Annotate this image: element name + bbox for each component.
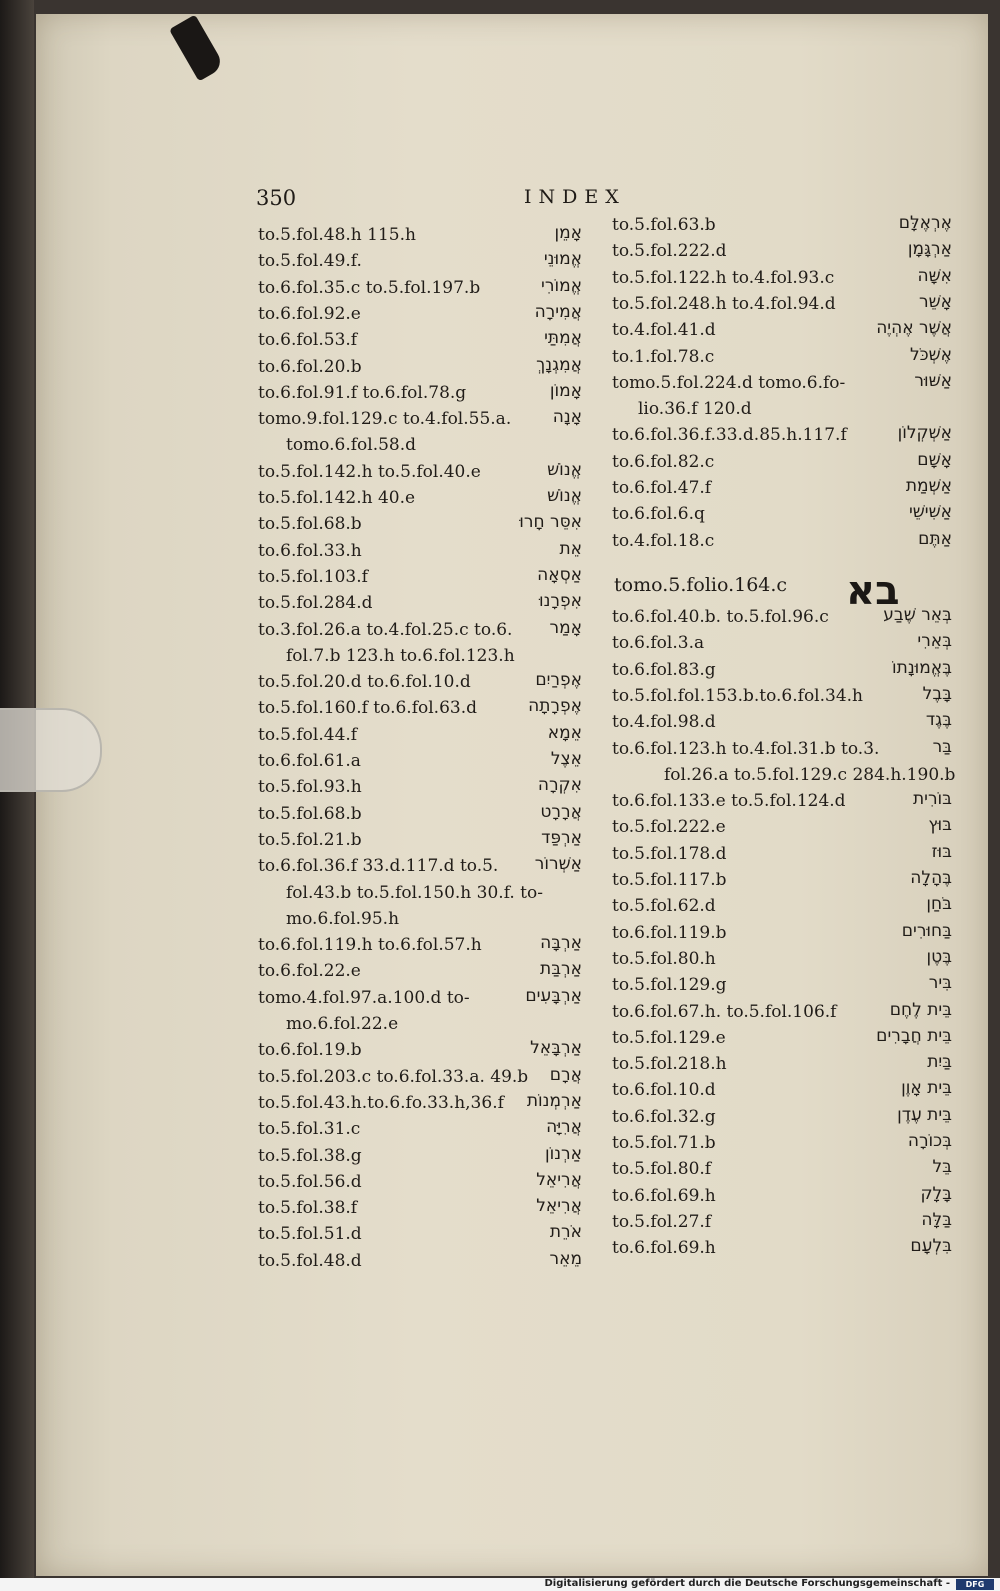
index-entry [612, 1104, 957, 1130]
section-reference: tomo.5.folio.164.c [614, 574, 788, 596]
folio-reference: to.1.fol.78.c [612, 346, 715, 367]
index-entry [258, 1090, 588, 1116]
hebrew-term: אַרְבָּה [540, 933, 582, 954]
book-spine [0, 0, 34, 1591]
index-entry [258, 275, 588, 301]
folio-reference: to.6.fol.36.f 33.d.117.d to.5. [258, 856, 499, 877]
folio-reference: to.5.fol.48.h 115.h [258, 225, 416, 245]
folio-reference: to.4.fol.98.d [612, 712, 716, 733]
folio-reference: to.6.fol.36.f.33.d.85.h.117.f [612, 425, 847, 446]
hebrew-term: אַשְׁרוֹר [534, 854, 582, 875]
hebrew-term: אֲמִתַּי [544, 328, 582, 349]
hebrew-term: בּוּז [931, 841, 952, 862]
index-entry [612, 1025, 957, 1051]
hebrew-term: בְּכוֹרָה [907, 1131, 952, 1151]
index-entry [258, 380, 588, 406]
index-entry [612, 814, 957, 840]
hebrew-term: אַרְגָּמָן [907, 239, 952, 260]
hebrew-term: אֲרָם [549, 1064, 582, 1085]
folio-reference: tomo.5.fol.224.d tomo.6.fo- [612, 372, 846, 393]
folio-reference: to.5.fol.103.f [258, 566, 368, 587]
hebrew-term: בִּלְעָם [910, 1236, 952, 1257]
index-entry [612, 972, 957, 998]
folio-reference: to.5.fol.62.d [612, 896, 716, 917]
hebrew-term: בָּלָק [920, 1183, 952, 1204]
folio-reference: to.6.fol.35.c to.5.fol.197.b [258, 277, 481, 298]
hebrew-term: אִסֵּר חָרוּ [519, 512, 582, 533]
index-entry [612, 683, 957, 709]
folio-reference: to.5.fol.218.h [612, 1054, 727, 1075]
hebrew-term: בְּאֵרִי [917, 631, 952, 652]
folio-reference: to.6.fol.40.b. to.5.fol.96.c [612, 607, 829, 627]
hebrew-term: אַשּׁוּר [914, 370, 952, 391]
index-entry [612, 238, 957, 264]
folio-reference: to.5.fol.44.f [258, 724, 358, 745]
reference-continuation: fol.43.b to.5.fol.150.h 30.f. to- [286, 882, 543, 903]
folio-reference: to.5.fol.49.f. [258, 251, 362, 272]
folio-reference: to.5.fol.56.d [258, 1171, 362, 1192]
hebrew-term: בֶּאֱמוּנָתוֹ [892, 657, 952, 678]
folio-reference: to.6.fol.6.q [612, 504, 705, 525]
index-entry [258, 485, 588, 511]
hebrew-term: אֶשְׁכֹּל [909, 344, 952, 365]
folio-reference: to.6.fol.47.f [612, 478, 712, 498]
reference-continuation: fol.26.a to.5.fol.129.c 284.h.190.b [664, 764, 956, 785]
index-entry [258, 1064, 588, 1090]
index-entry [258, 669, 588, 695]
index-entry [258, 617, 588, 643]
reference-continuation: lio.36.f 120.d [638, 399, 752, 420]
index-entry [258, 511, 588, 537]
folio-reference: to.5.fol.284.d [258, 593, 373, 614]
folio-reference: to.6.fol.61.a [258, 751, 361, 771]
folio-reference: to.5.fol.51.d [258, 1224, 362, 1245]
hebrew-term: אִקְרָה [537, 775, 582, 796]
hebrew-term: בָּבֶל [922, 683, 952, 704]
folio-reference: to.6.fol.92.e [258, 303, 361, 324]
folio-reference: to.6.fol.33.h [258, 540, 362, 561]
index-entry [258, 958, 588, 984]
index-entry [612, 370, 957, 396]
index-entry [612, 946, 957, 972]
hebrew-term: אֱמוֹרִי [541, 275, 582, 296]
folio-reference: to.6.fol.69.h [612, 1185, 716, 1206]
hebrew-term: אַרְבָּעִים [525, 985, 582, 1006]
hebrew-term: בֵּל [932, 1157, 952, 1178]
folio-reference: to.5.fol.222.e [612, 817, 726, 838]
hebrew-term: אַשְׁמַת [905, 476, 952, 496]
folio-reference: to.5.fol.160.f to.6.fol.63.d [258, 698, 477, 719]
reference-continuation: mo.6.fol.22.e [286, 1014, 399, 1034]
index-entry [612, 736, 957, 762]
index-entry [612, 841, 957, 867]
index-entry [612, 630, 957, 656]
index-entry [258, 827, 588, 853]
index-entry [258, 1037, 588, 1063]
digitization-footer [0, 1578, 1000, 1591]
index-entry [612, 449, 957, 475]
index-entry [258, 695, 588, 721]
folio-reference: tomo.4.fol.97.a.100.d to- [258, 987, 470, 1008]
hebrew-term: אֵת [559, 538, 582, 559]
folio-reference: to.6.fol.67.h. to.5.fol.106.f [612, 1001, 837, 1022]
reference-continuation: mo.6.fol.95.h [286, 908, 400, 929]
folio-reference: to.6.fol.133.e to.5.fol.124.d [612, 791, 846, 812]
hebrew-term: אֲמִגְנָךְ [536, 354, 582, 375]
folio-reference: to.5.fol.48.d [258, 1250, 362, 1271]
hebrew-term: בֵּית אָוֶן [901, 1078, 952, 1099]
running-title: INDEX [524, 186, 626, 208]
hebrew-term: בֶּגֶד [925, 710, 952, 731]
index-entry [258, 406, 588, 432]
hebrew-term: בְּאֵר שֶׁבַע [883, 605, 952, 625]
index-entry [612, 501, 957, 527]
hebrew-term: אֱנוֹשׁ [547, 459, 582, 480]
index-entry [258, 564, 588, 590]
hebrew-term: אִפְרָנוּ [538, 591, 582, 612]
folio-reference: to.6.fol.53.f [258, 330, 358, 351]
hebrew-term: בֵּית לֶחֶם [889, 999, 952, 1020]
index-entry [258, 748, 588, 774]
index-entry [612, 1209, 957, 1235]
folio-reference: to.6.fol.20.b [258, 356, 362, 377]
hebrew-term: בַּלָּה [921, 1209, 952, 1230]
hebrew-term: בֵּית עֶדֶן [897, 1104, 952, 1125]
hebrew-term: בּוֹרִית [912, 789, 952, 810]
index-entry [612, 1051, 957, 1077]
index-entry [258, 1116, 588, 1142]
folio-reference: to.5.fol.117.b [612, 870, 727, 890]
folio-reference: to.5.fol.71.b [612, 1133, 716, 1153]
folio-reference: to.5.fol.142.h 40.e [258, 488, 416, 508]
index-entry [612, 867, 957, 893]
index-entry [258, 354, 588, 380]
folio-reference: to.5.fol.129.e [612, 1027, 726, 1048]
folio-reference: to.6.fol.3.a [612, 633, 705, 654]
hebrew-term: אֶרְאֶלָּם [898, 213, 952, 233]
hebrew-term: אֲמִירָה [534, 301, 582, 322]
hebrew-term: בַּר [932, 736, 952, 757]
folio-reference: to.5.fol.fol.153.b.to.6.fol.34.h [612, 685, 864, 706]
folio-reference: to.6.fol.83.g [612, 659, 716, 680]
index-entry [258, 459, 588, 485]
folio-reference: to.6.fol.22.e [258, 961, 361, 982]
index-entry [612, 1077, 957, 1103]
folio-reference: to.6.fol.32.g [612, 1106, 716, 1127]
hebrew-term: אָמוֹן [549, 380, 582, 401]
hebrew-term: אֱמוּנֵי [543, 249, 582, 270]
folio-reference: to.6.fol.91.f to.6.fol.78.g [258, 382, 467, 403]
index-entry [612, 657, 957, 683]
folio-reference: to.5.fol.68.b [258, 514, 362, 535]
index-entry [258, 222, 588, 248]
folio-reference: to.6.fol.82.c [612, 451, 715, 472]
index-entry [258, 722, 588, 748]
index-entry [612, 528, 957, 554]
hebrew-term: אָמֵן [554, 223, 582, 243]
index-entry [612, 709, 957, 735]
hebrew-term: בֶּטֶן [926, 946, 952, 967]
folio-reference: to.5.fol.38.g [258, 1145, 362, 1166]
folio-reference: to.5.fol.248.h to.4.fol.94.d [612, 293, 836, 314]
folio-reference: to.6.fol.69.h [612, 1238, 716, 1259]
index-entry [612, 291, 957, 317]
folio-reference: to.5.fol.122.h to.4.fol.93.c [612, 267, 835, 288]
hebrew-term: אֹרֵת [549, 1222, 582, 1243]
index-entry [612, 893, 957, 919]
hebrew-term: אַרְבָּאֵל [530, 1038, 582, 1059]
dfg-logo: DFG [956, 1579, 994, 1590]
hebrew-term: אִשָּׁה [917, 265, 952, 286]
folio-reference: to.6.fol.19.b [258, 1040, 362, 1061]
folio-reference: to.5.fol.129.g [612, 975, 727, 996]
folio-reference: to.5.fol.63.b [612, 215, 716, 235]
index-entry [612, 788, 957, 814]
index-entry [612, 265, 957, 291]
index-entry [612, 344, 957, 370]
folio-reference: tomo.9.fol.129.c to.4.fol.55.a. [258, 409, 512, 430]
index-entry [258, 1221, 588, 1247]
index-entry [258, 853, 588, 879]
folio-reference: to.6.fol.119.h to.6.fol.57.h [258, 935, 482, 956]
hebrew-term: אָנָה [552, 407, 582, 428]
index-entry [258, 1248, 588, 1274]
folio-reference: to.5.fol.20.d to.6.fol.10.d [258, 672, 471, 693]
folio-reference: to.5.fol.68.b [258, 803, 362, 824]
hebrew-term: אַרְבַּת [540, 959, 582, 980]
hebrew-term: בֵּית חֲבָרִים [876, 1025, 952, 1046]
hebrew-term: בּוּץ [928, 815, 952, 836]
hebrew-term: בֶּהָלָה [910, 868, 952, 888]
folio-reference: to.5.fol.142.h to.5.fol.40.e [258, 461, 481, 482]
hebrew-term: בֹּחַן [926, 894, 952, 915]
index-entry [612, 422, 957, 448]
folio-number: 350 [256, 186, 297, 210]
reference-continuation: fol.7.b 123.h to.6.fol.123.h [286, 645, 515, 666]
index-entry [612, 1235, 957, 1261]
section-heading: בא [846, 568, 900, 614]
hebrew-term: אֶפְרַיִם [535, 670, 582, 691]
index-entry [258, 538, 588, 564]
index-entry [258, 774, 588, 800]
index-entry [258, 932, 588, 958]
folio-reference: to.4.fol.18.c [612, 530, 715, 551]
hebrew-term: בַּחוּרִים [901, 920, 952, 941]
folio-reference: to.4.fol.41.d [612, 320, 716, 341]
folio-reference: to.5.fol.80.f [612, 1159, 712, 1180]
hebrew-term: אֲשֶׁר אֶהְיֶה [876, 318, 952, 339]
index-entry [612, 1183, 957, 1209]
hebrew-term: אַרְמְנוֹת [526, 1090, 582, 1111]
page-header [0, 186, 1000, 212]
index-entry [612, 604, 957, 630]
hebrew-term: אֲרִיאֵל [536, 1196, 582, 1217]
hebrew-term: אַרְפַּד [541, 827, 582, 848]
folio-reference: to.5.fol.93.h [258, 777, 362, 798]
hebrew-term: אֵמָא [547, 722, 582, 743]
page-clip [0, 708, 102, 792]
folio-reference: to.3.fol.26.a to.4.fol.25.c to.6. [258, 619, 513, 640]
hebrew-term: אֲרָרָט [540, 801, 582, 822]
folio-reference: to.5.fol.43.h.to.6.fo.33.h,36.f [258, 1092, 504, 1113]
index-entry [612, 999, 957, 1025]
hebrew-term: אֶפְרָתָה [528, 696, 582, 717]
index-entry [612, 1156, 957, 1182]
folio-reference: to.5.fol.27.f [612, 1211, 712, 1232]
folio-reference: to.5.fol.80.h [612, 948, 716, 969]
folio-reference: to.5.fol.203.c to.6.fol.33.a. 49.b [258, 1066, 529, 1087]
hebrew-term: אָשֵׁר [918, 291, 952, 312]
hebrew-term: אֵצֶל [550, 749, 582, 769]
folio-reference: to.6.fol.119.b [612, 922, 727, 943]
folio-reference: to.5.fol.21.b [258, 829, 362, 850]
hebrew-term: בַּיִת [927, 1052, 952, 1073]
folio-reference: to.6.fol.10.d [612, 1080, 716, 1101]
index-entry [612, 317, 957, 343]
index-entry [258, 248, 588, 274]
hebrew-term: אָשָׁם [917, 449, 952, 470]
index-entry [258, 1143, 588, 1169]
hebrew-term: אַתֶּם [918, 528, 952, 549]
index-entry [258, 1195, 588, 1221]
hebrew-term: אָמַר [549, 617, 582, 638]
hebrew-term: אַשִׁישֵׁי [908, 502, 952, 523]
hebrew-term: אֲרִיאֵל [536, 1169, 582, 1190]
hebrew-term: אַשְׁקְלוֹן [897, 423, 952, 444]
footer-credit: Digitalisierung gefördert durch die Deutsche Forschungsgemeinschaft - [544, 1578, 950, 1589]
folio-reference: to.5.fol.178.d [612, 843, 727, 864]
folio-reference: to.5.fol.222.d [612, 241, 727, 262]
index-entry [258, 327, 588, 353]
index-entry [612, 475, 957, 501]
index-entry [258, 590, 588, 616]
index-entry [612, 920, 957, 946]
hebrew-term: אַסְאָה [537, 564, 582, 585]
folio-reference: to.6.fol.123.h to.4.fol.31.b to.3. [612, 738, 880, 759]
index-entry [258, 301, 588, 327]
index-entry [258, 1169, 588, 1195]
folio-reference: to.5.fol.38.f [258, 1198, 358, 1219]
hebrew-term: בִּיר [928, 973, 952, 994]
index-entry [258, 801, 588, 827]
hebrew-term: אַרְנוֹן [544, 1143, 582, 1164]
reference-continuation: tomo.6.fol.58.d [286, 435, 417, 456]
hebrew-term: מֵאֵר [549, 1248, 582, 1269]
index-entry [258, 985, 588, 1011]
hebrew-term: אֱנוֹשׁ [547, 486, 582, 506]
index-entry [612, 212, 957, 238]
folio-reference: to.5.fol.31.c [258, 1119, 361, 1140]
index-entry [612, 1130, 957, 1156]
hebrew-term: אֲרִיָּה [546, 1117, 582, 1138]
